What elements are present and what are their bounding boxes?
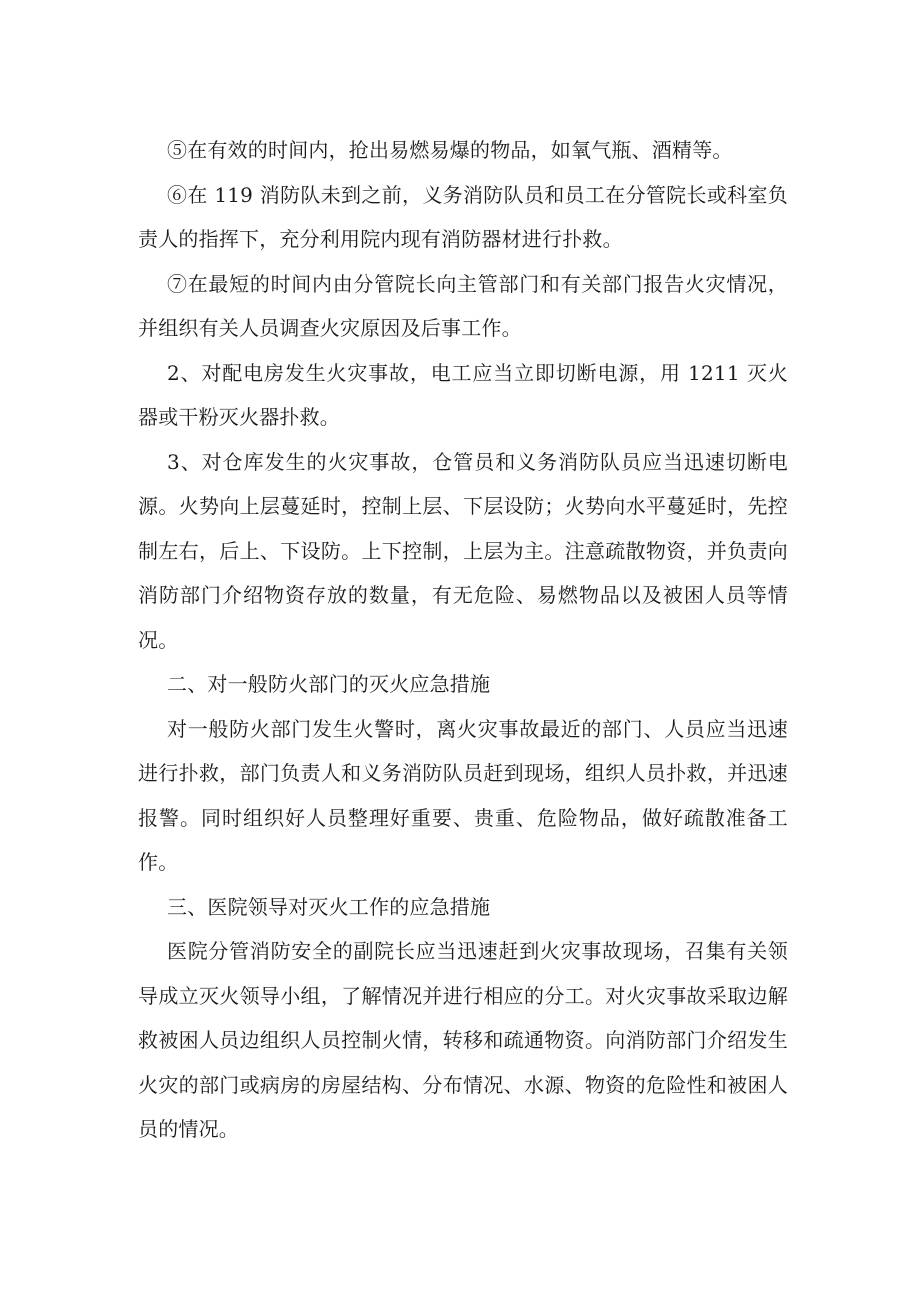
paragraph-general-departments: 对一般防火部门发生火警时，离火灾事故最近的部门、人员应当迅速进行扑救，部门负责人和义务消防队员赶到现场，组织人员扑救，并迅速报警。同时组织好人员整理好重要、贵重、危险物品，做好疏散准备工作。: [138, 716, 788, 874]
section-heading-hospital-leadership: 三、医院领导对灭火工作的应急措施: [167, 894, 491, 919]
paragraph-item-5: ⑤在有效的时间内，抢出易燃易爆的物品，如氧气瓶、酒精等。: [167, 138, 733, 162]
document-body: [138, 128, 788, 1152]
paragraph-hospital-leadership: 医院分管消防安全的副院长应当迅速赶到火灾事故现场，召集有关领导成立灭火领导小组，了解情况并进行相应的分工。对火灾事故采取边解救被困人员边组织人员控制火情，转移和疏通物资。向消防部门介绍发生火灾的部门或病房的房屋结构、分布情况、水源、物资的危险性和被困人员的情况。: [138, 939, 788, 1141]
section-heading-general-departments: 二、对一般防火部门的灭火应急措施: [167, 672, 491, 696]
paragraph-item-7: ⑦在最短的时间内由分管院长向主管部门和有关部门报告火灾情况，并组织有关人员调查火灾原因及后事工作。: [138, 271, 788, 340]
paragraph-power-room: 2、对配电房发生火灾事故，电工应当立即切断电源，用 1211 灭火器或干粉灭火器扑救。: [138, 360, 788, 429]
paragraph-item-6: ⑥在 119 消防队未到之前，义务消防队员和员工在分管院长或科室负责人的指挥下，充分利用院内现有消防器材进行扑救。: [138, 182, 788, 251]
paragraph-warehouse: 3、对仓库发生的火灾事故，仓管员和义务消防队员应当迅速切断电源。火势向上层蔓延时，控制上层、下层设防；火势向水平蔓延时，先控制左右，后上、下设防。上下控制，上层为主。注意疏散物资，并负责向消防部门介绍物资存放的数量，有无危险、易燃物品以及被困人员等情况。: [138, 449, 788, 652]
